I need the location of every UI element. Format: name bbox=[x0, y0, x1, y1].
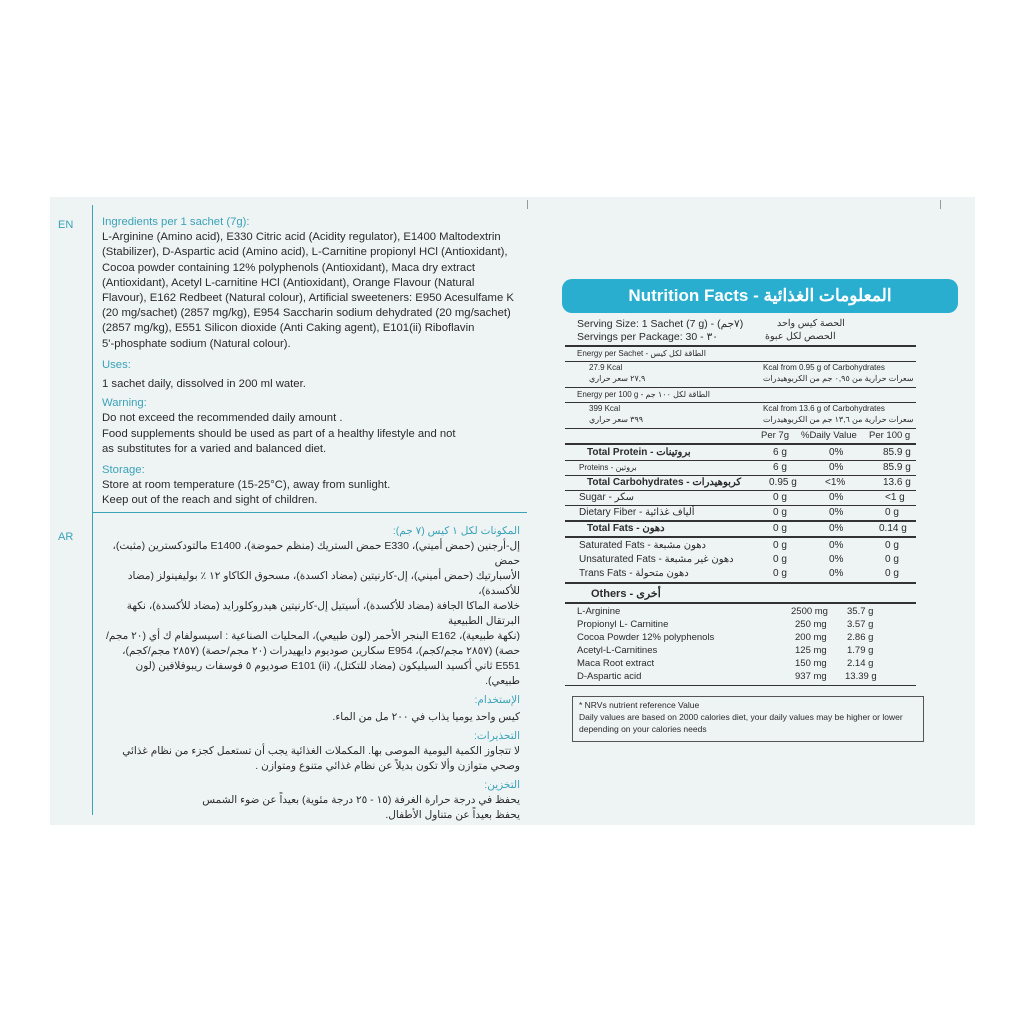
uses-heading-ar: الإستخدام: bbox=[474, 694, 520, 706]
storage-line: Keep out of the reach and sight of children. bbox=[102, 494, 318, 507]
cell-per7: 0 g bbox=[773, 523, 787, 534]
other-cocoa-powder: Cocoa Powder 12% polyphenols bbox=[577, 632, 715, 643]
cell-per7: 0 g bbox=[773, 554, 787, 565]
ingredient-line: (20 mg/sachet) (2857 mg/kg), E954 Saccharin sodium dehydrated (20 mg/sachet) bbox=[102, 307, 511, 320]
nutrition-title-en: Nutrition Facts bbox=[628, 286, 749, 305]
cell-per100: 2.86 g bbox=[847, 632, 874, 643]
serving-size: Serving Size: 1 Sachet (7 g) - (٧جم) bbox=[577, 318, 744, 330]
cell-per100: 13.6 g bbox=[883, 477, 911, 488]
nutrition-title-ar: المعلومات الغذائية bbox=[763, 286, 892, 305]
cell-per7: 0 g bbox=[773, 507, 787, 518]
ingredient-line-ar: E551 ثاني أكسيد السيليكون (مضاد للتكتل)، E101 (ii) صوديوم ٥ فوسفات ريبوفلافين (لون طبيعي). bbox=[135, 660, 520, 687]
row-dietary-fiber: Dietary Fiber - ألياف غذائية bbox=[579, 507, 695, 518]
rule bbox=[565, 428, 916, 429]
row-proteins: Proteins - بروتين bbox=[579, 463, 637, 472]
rule bbox=[565, 582, 916, 584]
ingredients-heading: Ingredients per 1 sachet (7g): bbox=[102, 216, 250, 228]
storage-heading-ar: التخزين: bbox=[484, 779, 520, 791]
row-sugar: Sugar - سكر bbox=[579, 492, 634, 503]
energy-sachet-carb: Kcal from 0.95 g of Carbohydrates bbox=[763, 363, 885, 372]
other-maca-root: Maca Root extract bbox=[577, 658, 655, 669]
cell-per7: 6 g bbox=[773, 462, 787, 473]
other-propionyl-carnitine: Propionyl L- Carnitine bbox=[577, 619, 669, 630]
servings-per-package: Servings per Package: 30 - ٣٠ bbox=[577, 331, 718, 343]
storage-line-ar: يحفظ بعيداً عن متناول الأطفال. bbox=[385, 809, 520, 821]
uses-text: 1 sachet daily, dissolved in 200 ml water. bbox=[102, 378, 306, 391]
nrv-note: * NRVs nutrient reference Value bbox=[579, 700, 700, 710]
nutrition-title-sep: - bbox=[748, 286, 764, 305]
cell-per7: 250 mg bbox=[795, 619, 827, 630]
rule bbox=[565, 505, 916, 506]
ingredient-line: 5'-phosphate sodium (Natural colour). bbox=[102, 337, 291, 350]
warning-line-ar: وصحي متوازن وألا تكون بديلاً عن نظام غذائي متنوع ومتوازن . bbox=[255, 760, 520, 772]
cell-dv: 0% bbox=[829, 507, 844, 518]
other-acetyl-carnitines: Acetyl-L-Carnitines bbox=[577, 645, 658, 656]
uses-heading: Uses: bbox=[102, 358, 131, 371]
cell-dv: 0% bbox=[829, 554, 844, 565]
rule bbox=[565, 536, 916, 538]
energy-sachet-label: Energy per Sachet - الطاقة لكل كيس bbox=[577, 349, 706, 358]
cell-dv: 0% bbox=[829, 568, 844, 579]
serving-size-ar: الحصة كيس واحد bbox=[777, 318, 845, 329]
warning-line-ar: لا تتجاوز الكمية اليومية الموصى بها. المكملات الغذائية يجب أن تستعمل كجزء من نظام غذائي bbox=[122, 745, 520, 757]
others-heading: Others - أخرى bbox=[591, 588, 661, 600]
fold-mark bbox=[527, 200, 528, 209]
energy-100-label: Energy per 100 g - الطاقة لكل ١٠٠ جم bbox=[577, 390, 711, 399]
cell-dv: <1% bbox=[825, 477, 846, 488]
ingredient-line: (Stabilizer), D-Aspartic acid (Amino acid), L-Carnitine propionyl HCl (Antioxidant), bbox=[102, 246, 508, 259]
row-total-carbs: Total Carbohydrates - كربوهيدرات bbox=[587, 477, 742, 488]
nutrition-notes bbox=[572, 696, 924, 742]
cell-per100: 13.39 g bbox=[845, 671, 877, 682]
row-saturated-fats: Saturated Fats - دهون مشبعة bbox=[579, 540, 706, 551]
rule bbox=[565, 387, 916, 388]
cell-dv: 0% bbox=[829, 492, 844, 503]
cell-per100: 35.7 g bbox=[847, 606, 874, 617]
storage-line: Store at room temperature (15-25°C), away from sunlight. bbox=[102, 479, 391, 492]
ingredient-line: (Antioxidant), Acetyl L-carnitine HCl (Antioxidant), Orange Flavour (Natural bbox=[102, 276, 475, 289]
cell-per7: 2500 mg bbox=[791, 606, 828, 617]
ingredient-line-ar: (نكهة طبيعية)، E162 البنجر الأحمر (لون طبيعي)، المحليات الصناعية : اسيسولفام ك أي (٢٠ مجم/ bbox=[105, 630, 520, 642]
row-total-protein: Total Protein - بروتينات bbox=[587, 447, 691, 458]
cell-per100: 1.79 g bbox=[847, 645, 874, 656]
lang-tag-ar: AR bbox=[58, 531, 74, 543]
ingredient-line-ar: حصة) (٢٨٥٧ مجم/كجم)، E954 سكارين صوديوم دايهيدرات (٢٠ مجم/حصة) (٢٨٥٧ مجم/كجم)، bbox=[122, 645, 520, 657]
energy-100-kcal: 399 Kcal bbox=[589, 404, 621, 413]
cell-per7: 200 mg bbox=[795, 632, 827, 643]
energy-100-carb-ar: سعرات حرارية من ١٣,٦ جم من الكربوهيدرات bbox=[763, 415, 914, 424]
nutrition-facts-banner bbox=[562, 279, 958, 313]
energy-sachet-carb-ar: سعرات حرارية من ٠,٩٥ جم من الكربوهيدرات bbox=[763, 374, 914, 383]
warning-line: Do not exceed the recommended daily amount . bbox=[102, 412, 343, 425]
daily-value-note: Daily values are based on 2000 calories diet, your daily values may be higher or lower depending on your calories needs bbox=[579, 712, 903, 734]
cell-per7: 0 g bbox=[773, 568, 787, 579]
arabic-section bbox=[100, 524, 520, 823]
ingredient-line-ar: الأسبارتيك (حمض أميني)، إل-كارنيتين (مضاد اكسدة)، مسحوق الكاكاو ١٢ ٪ بوليفينولز (مضاد للأكسدة)، bbox=[127, 570, 520, 597]
cell-per100: 0.14 g bbox=[879, 523, 907, 534]
cell-per100: 3.57 g bbox=[847, 619, 874, 630]
servings-per-package-ar: الحصص لكل عبوة bbox=[765, 331, 836, 342]
storage-heading: Storage: bbox=[102, 464, 145, 477]
section-divider bbox=[92, 512, 527, 513]
energy-sachet-kcal-ar: ٢٧,٩ سعر حراري bbox=[589, 374, 646, 383]
col-header-dv: %Daily Value bbox=[801, 430, 857, 441]
rule bbox=[565, 602, 916, 604]
col-header-per7: Per 7g bbox=[761, 430, 789, 441]
lang-tag-en: EN bbox=[58, 219, 74, 231]
rule bbox=[565, 345, 916, 347]
cell-per7: 0.95 g bbox=[769, 477, 797, 488]
row-total-fats: Total Fats - دهون bbox=[587, 523, 665, 534]
cell-per100: 0 g bbox=[885, 568, 899, 579]
warning-line: Food supplements should be used as part of a healthy lifestyle and not bbox=[102, 427, 456, 440]
ingredient-line-ar: إل-أرجنين (حمض أميني)، E330 حمض الستريك (منظم حموضة)، E1400 مالتودكسترين (مثبت)، حمض bbox=[112, 540, 520, 567]
cell-dv: 0% bbox=[829, 540, 844, 551]
ingredient-line-ar: خلاصة الماكا الجافة (مضاد للأكسدة)، أسيتيل إل-كارنيتين هيدروكلورايد (مضاد للأكسدة)، نكهة البرتقال الطبيعية bbox=[126, 600, 520, 627]
row-unsaturated-fats: Unsaturated Fats - دهون غير مشبعة bbox=[579, 554, 734, 565]
english-section bbox=[102, 215, 522, 509]
rule bbox=[565, 475, 916, 476]
ingredient-line: L-Arginine (Amino acid), E330 Citric acid (Acidity regulator), E1400 Maltodextrin bbox=[102, 231, 501, 244]
rule bbox=[565, 443, 916, 445]
cell-per100: 85.9 g bbox=[883, 462, 911, 473]
rule bbox=[565, 685, 916, 686]
cell-per7: 6 g bbox=[773, 447, 787, 458]
cell-per7: 125 mg bbox=[795, 645, 827, 656]
energy-sachet-kcal: 27.9 Kcal bbox=[589, 363, 623, 372]
cell-per7: 0 g bbox=[773, 540, 787, 551]
rule bbox=[565, 520, 916, 522]
warning-heading: Warning: bbox=[102, 397, 147, 410]
cell-per100: 2.14 g bbox=[847, 658, 874, 669]
ingredient-line: (2857 mg/kg), E551 Silicon dioxide (Anti Caking agent), E101(ii) Riboflavin bbox=[102, 322, 475, 335]
cell-per7: 937 mg bbox=[795, 671, 827, 682]
col-header-per100: Per 100 g bbox=[869, 430, 911, 441]
ingredients-heading-ar: المكونات لكل ١ كيس (٧ جم): bbox=[392, 525, 520, 537]
cell-per100: 0 g bbox=[885, 554, 899, 565]
fold-mark bbox=[940, 200, 941, 209]
ingredient-line: Flavour), E162 Redbeet (Natural colour), Artificial sweeteners: E950 Acesulfame K bbox=[102, 292, 514, 305]
cell-per100: 85.9 g bbox=[883, 447, 911, 458]
cell-dv: 0% bbox=[829, 447, 844, 458]
cell-dv: 0% bbox=[829, 462, 844, 473]
other-d-aspartic-acid: D-Aspartic acid bbox=[577, 671, 642, 682]
energy-100-kcal-ar: ٣٩٩ سعر حراري bbox=[589, 415, 644, 424]
cell-per7: 150 mg bbox=[795, 658, 827, 669]
cell-per100: 0 g bbox=[885, 507, 899, 518]
storage-line-ar: يحفظ في درجة حرارة الغرفة (١٥ - ٢٥ درجة مئوية) بعيداً عن ضوء الشمس bbox=[202, 794, 520, 806]
cell-per100: 0 g bbox=[885, 540, 899, 551]
energy-100-carb: Kcal from 13.6 g of Carbohydrates bbox=[763, 404, 885, 413]
rule bbox=[565, 460, 916, 461]
left-guide-line bbox=[92, 205, 93, 815]
ingredient-line: Cocoa powder containing 12% polyphenols (Antioxidant), Maca dry extract bbox=[102, 261, 476, 274]
rule bbox=[565, 361, 916, 362]
rule bbox=[565, 402, 916, 403]
warning-heading-ar: التحذيرات: bbox=[473, 730, 520, 742]
uses-text-ar: كيس واحد يوميا يذاب في ٢٠٠ مل من الماء. bbox=[332, 711, 520, 723]
cell-per7: 0 g bbox=[773, 492, 787, 503]
cell-per100: <1 g bbox=[885, 492, 905, 503]
warning-line: as substitutes for a varied and balanced diet. bbox=[102, 442, 327, 455]
cell-dv: 0% bbox=[829, 523, 844, 534]
other-l-arginine: L-Arginine bbox=[577, 606, 621, 617]
rule bbox=[565, 490, 916, 491]
row-trans-fats: Trans Fats - دهون متحولة bbox=[579, 568, 689, 579]
